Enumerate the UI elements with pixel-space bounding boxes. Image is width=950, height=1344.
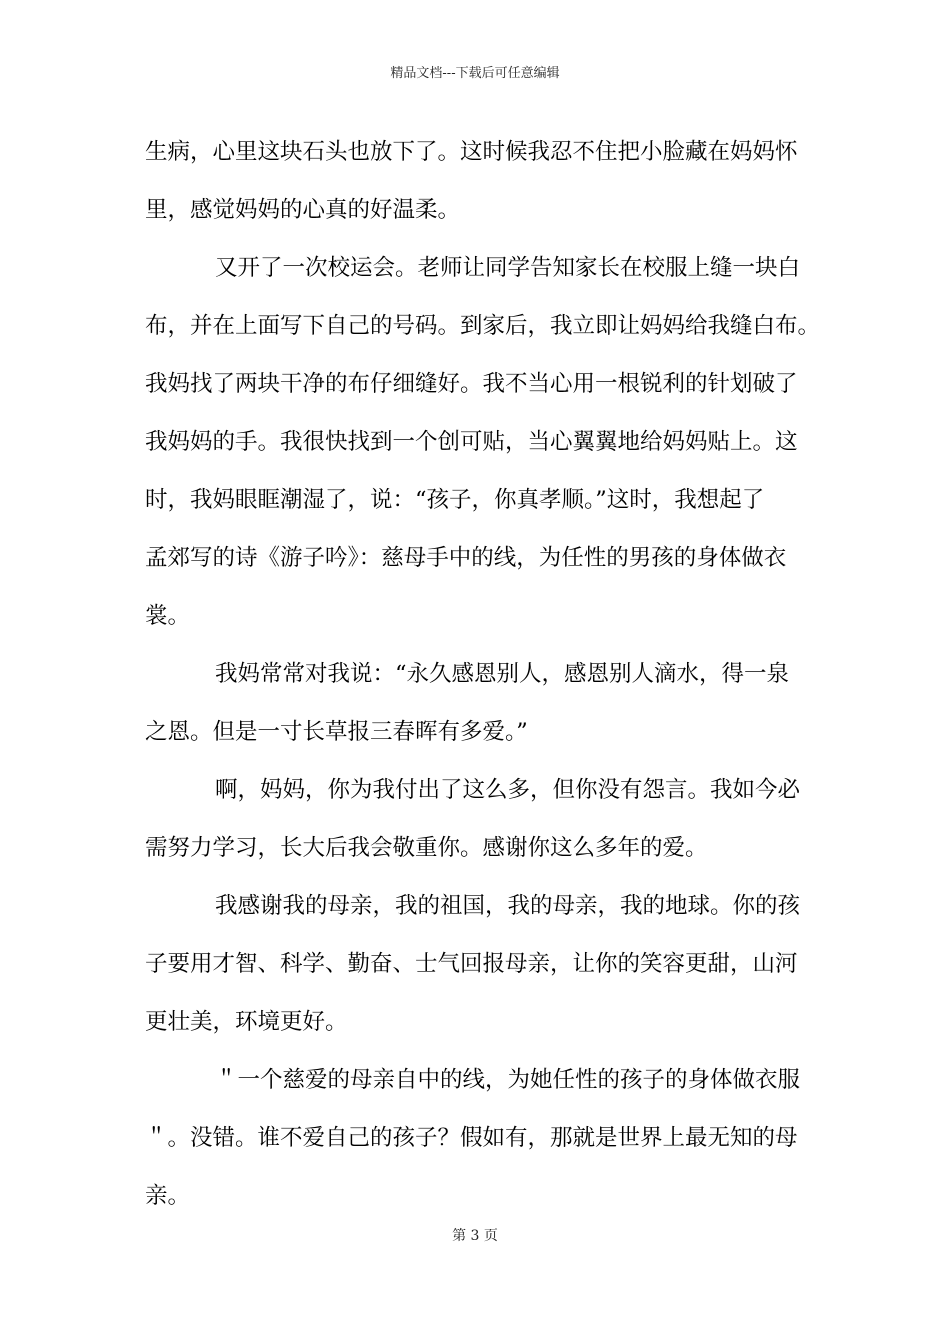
page-header: 精品文档---下载后可任意编辑 — [390, 66, 560, 81]
paragraph — [145, 123, 815, 239]
text-line: 又开了一次校运会。老师让同学告知家长在校服上缝一块白 — [215, 255, 801, 281]
text-line: 裳。 — [145, 603, 191, 629]
text-line: 我感谢我的母亲，我的祖国，我的母亲，我的地球。你的孩 — [215, 893, 801, 919]
text-line: 生病，心里这块石头也放下了。这时候我忍不住把小脸藏在妈妈怀 — [145, 139, 798, 165]
paragraph — [145, 761, 815, 877]
text-line: 之恩。但是一寸长草报三春晖有多爱。” — [145, 719, 528, 745]
text-line: 孟郊写的诗《游子吟》：慈母手中的线，为任性的男孩的身体做衣 — [145, 545, 787, 571]
text-line: 我妈找了两块干净的布仔细缝好。我不当心用一根锐利的针划破了 — [145, 371, 798, 397]
text-line: ＂一个慈爱的母亲自中的线，为她任性的孩子的身体做衣服 — [215, 1067, 801, 1093]
text-line: 时，我妈眼眶潮湿了，说：“孩子，你真孝顺。”这时，我想起了 — [145, 487, 765, 513]
paragraph — [145, 239, 821, 645]
text-line: 更壮美，环境更好。 — [145, 1009, 348, 1035]
paragraph — [145, 645, 815, 761]
paragraph — [145, 1051, 815, 1225]
paragraph — [145, 877, 815, 1051]
text-line: 需努力学习，长大后我会敬重你。感谢你这么多年的爱。 — [145, 835, 708, 861]
page-number: 第 3 页 — [452, 1228, 498, 1244]
text-line: 里，感觉妈妈的心真的好温柔。 — [145, 197, 461, 223]
text-line: 布，并在上面写下自己的号码。到家后，我立即让妈妈给我缝白布。 — [145, 313, 821, 339]
text-line: ＂。没错。谁不爱自己的孩子？假如有，那就是世界上最无知的母 — [145, 1125, 798, 1151]
document-body — [145, 123, 821, 1225]
text-line: 亲。 — [145, 1183, 191, 1209]
text-line: 子要用才智、科学、勤奋、士气回报母亲，让你的笑容更甜，山河 — [145, 951, 798, 977]
text-line: 我妈妈的手。我很快找到一个创可贴，当心翼翼地给妈妈贴上。这 — [145, 429, 798, 455]
text-line: 我妈常常对我说：“永久感恩别人，感恩别人滴水，得一泉 — [215, 661, 790, 687]
text-line: 啊，妈妈，你为我付出了这么多，但你没有怨言。我如今必 — [215, 777, 801, 803]
